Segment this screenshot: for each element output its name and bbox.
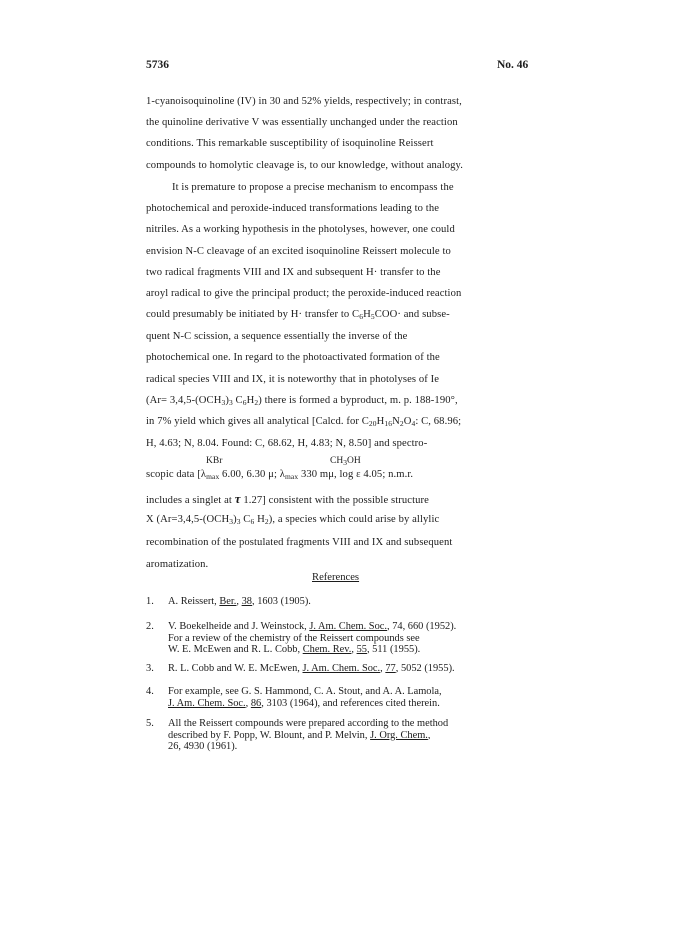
- text-line: conditions. This remarkable susceptibility of isoquinoline Reissert: [146, 138, 434, 149]
- text-line: photochemical and peroxide-induced transformations leading to the: [146, 203, 440, 214]
- reference-number: 5.: [146, 718, 154, 729]
- text-line: aromatization.: [146, 559, 209, 570]
- text-line: the quinoline derivative V was essentially unchanged under the reaction: [146, 117, 458, 128]
- references-heading: References: [312, 572, 360, 583]
- text-line: photochemical one. In regard to the photoactivated formation of the: [146, 352, 440, 363]
- text-line: recombination of the postulated fragments VIII and IX and subsequent: [146, 537, 453, 548]
- text-line: aroyl radical to give the principal product; the peroxide-induced reaction: [146, 288, 462, 299]
- reference-4: For example, see G. S. Hammond, C. A. Stout, and A. A. Lamola, J. Am. Chem. Soc., 86, 3103 (1964), and references cited therein.: [168, 686, 442, 709]
- text-line: It is premature to propose a precise mechanism to encompass the: [172, 182, 454, 193]
- reference-1: A. Reissert, Ber., 38, 1603 (1905).: [168, 596, 311, 607]
- text-line: could presumably be initiated by H· transfer to $C_6H_5COO\cdot$ and subse-: [146, 309, 450, 321]
- text-line: 1-cyanoisoquinoline (IV) in 30 and 52% yields, respectively; in contrast,: [146, 96, 462, 107]
- reference-2: V. Boekelheide and J. Weinstock, J. Am. Chem. Soc., 74, 660 (1952). For a review of the chemistry of the Reissert compounds see W. E. McEwen and R. L. Cobb, Chem. Rev., 55, 511 (1955).: [168, 621, 457, 656]
- text-line: compounds to homolytic cleavage is, to our knowledge, without analogy.: [146, 160, 464, 171]
- issue-number: No. 46: [497, 59, 529, 71]
- text-line: ($Ar= 3,4,5-(OCH_3)_3$ $C_6H_2$) there is formed a byproduct, m. p. 188-190°,: [146, 395, 458, 407]
- reference-number: 2.: [146, 621, 154, 632]
- kbr-label: KBr: [206, 456, 223, 466]
- page-number: 5736: [146, 59, 169, 71]
- reference-number: 3.: [146, 663, 154, 674]
- reference-number: 4.: [146, 686, 154, 697]
- text-line: in 7% yield which gives all analytical [Calcd. for $C_{20}H_{16}N_2O_4$: C, 68.96;: [146, 416, 462, 428]
- text-line: envision N-C cleavage of an excited isoquinoline Reissert molecule to: [146, 246, 451, 257]
- text-line: nitriles. As a working hypothesis in the photolyses, however, one could: [146, 224, 455, 235]
- text-line: X ($Ar=3,4,5-(OCH_3)_3$ $C_6$ $H_2$), a species which could arise by allylic: [146, 514, 440, 526]
- text-line: quent N-C scission, a sequence essentially the inverse of the: [146, 331, 408, 342]
- reference-number: 1.: [146, 596, 154, 607]
- text-line: radical species VIII and IX, it is noteworthy that in photolyses of Ie: [146, 374, 440, 385]
- text-line: scopic data [$\lambda_{max}$ 6.00, 6.30 μ; $\lambda_{max}$ 330 mμ, log ε 4.05; n.m.r.: [146, 469, 414, 481]
- reference-3: R. L. Cobb and W. E. McEwen, J. Am. Chem. Soc., 77, 5052 (1955).: [168, 663, 455, 674]
- reference-5: All the Reissert compounds were prepared according to the method described by F. Popp, W. Blount, and P. Melvin, J. Org. Chem., 26, 4930 (1961).: [168, 718, 449, 753]
- ch3oh-label: $CH_3OH$: [330, 456, 361, 467]
- text-line: H, 4.63; N, 8.04. Found: C, 68.62, H, 4.83; N, 8.50] and spectro-: [146, 438, 428, 449]
- text-line: includes a singlet at τ 1.27] consistent with the possible structure: [146, 491, 429, 506]
- text-line: two radical fragments VIII and IX and subsequent H· transfer to the: [146, 267, 441, 278]
